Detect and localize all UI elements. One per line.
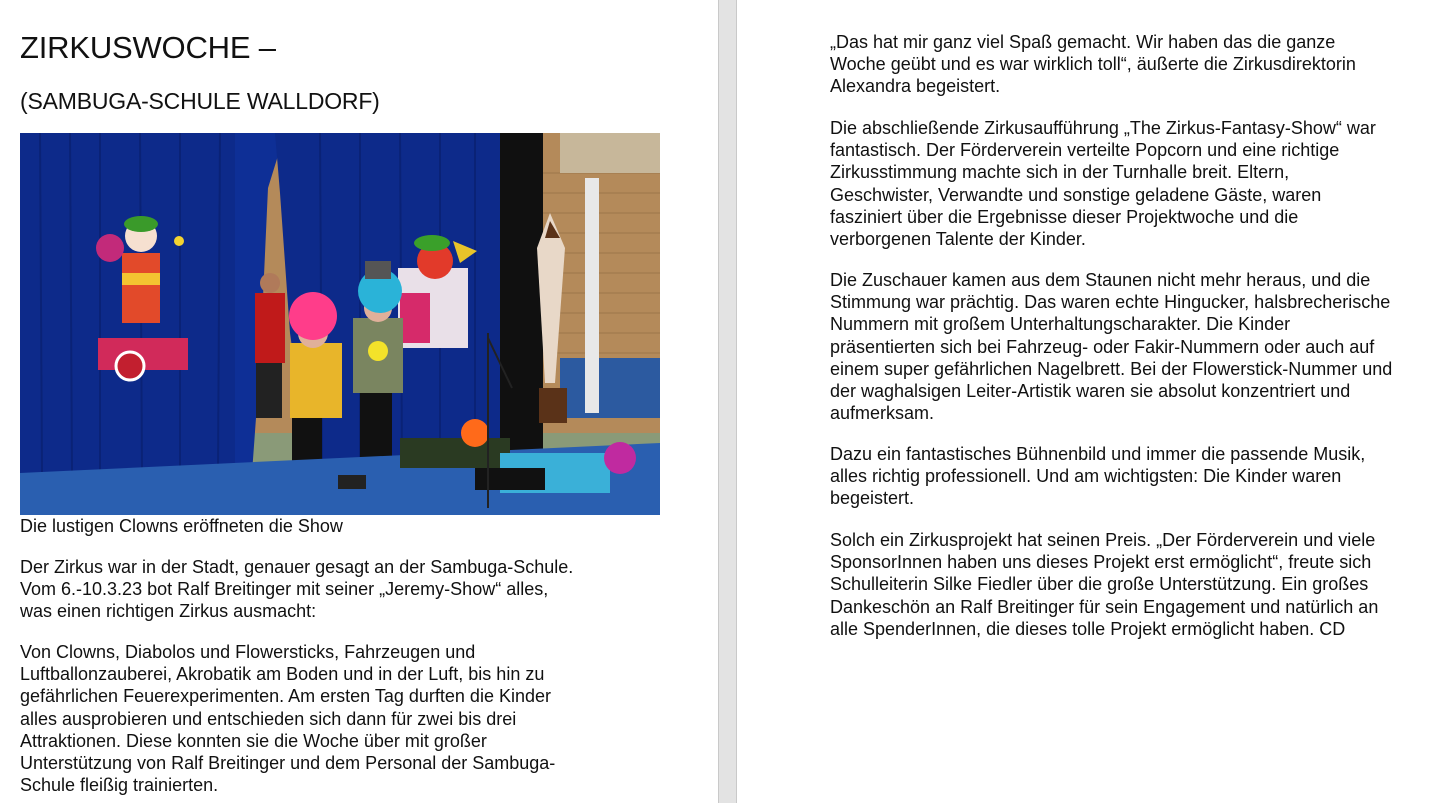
text-line: „Das hat mir ganz viel Spaß gemacht. Wir haben das die ganze — [830, 32, 1336, 52]
paragraph-stage — [830, 443, 1440, 510]
text-line: Die Zuschauer kamen aus dem Staunen nicht mehr heraus, und die — [830, 270, 1371, 290]
text-line: Unterstützung von Ralf Breitinger und dem Personal der Sambuga- — [20, 753, 556, 774]
text-line: begeistert. — [830, 488, 915, 509]
paragraph-audience — [830, 269, 1440, 424]
paragraph-thanks — [830, 529, 1440, 640]
text-line: Der Zirkus war in der Stadt, genauer gesagt an der Sambuga-Schule. — [20, 557, 574, 577]
text-line: fantastisch. Der Förderverein verteilte Popcorn und eine richtige — [830, 140, 1340, 161]
page-separator — [718, 0, 737, 803]
text-line: aufmerksam. — [830, 403, 935, 424]
paragraph-activities — [20, 641, 640, 796]
page-left — [0, 0, 718, 803]
text-line: Attraktionen. Diese konnten sie die Woche über mit großer — [20, 730, 487, 751]
text-line: alles ausprobieren und entschieden sich dann für zwei bis drei — [20, 708, 517, 729]
text-line: Schulleiterin Silke Fiedler über die große Unterstützung. Ein großes — [830, 574, 1369, 595]
text-line: präsentierten sich bei Fahrzeug- oder Fakir-Nummern oder auch auf — [830, 336, 1375, 357]
paragraph-intro — [20, 556, 640, 623]
text-line: Geschwister, Verwandte und sonstige geladene Gäste, waren — [830, 184, 1322, 205]
text-line: gefährlichen Feuerexperimenten. Am ersten Tag durften die Kinder — [20, 686, 551, 707]
text-line: Vom 6.-10.3.23 bot Ralf Breitinger mit seiner „Jeremy-Show“ alles, — [20, 579, 549, 600]
text-line: Schule fleißig trainierten. — [20, 775, 219, 796]
text-line: Woche geübt und es war wirklich toll“, äußerte die Zirkusdirektorin — [830, 54, 1356, 75]
article-subtitle: (SAMBUGA-SCHULE WALLDORF) — [20, 88, 380, 114]
text-line: alles richtig professionell. Und am wichtigsten: Die Kinder waren — [830, 466, 1342, 487]
text-line: Alexandra begeistert. — [830, 76, 1001, 97]
photo-caption: Die lustigen Clowns eröffneten die Show — [20, 516, 343, 536]
text-line: Zirkusstimmung machte sich in der Turnhalle breit. Eltern, — [830, 162, 1290, 183]
text-line: Dazu ein fantastisches Bühnenbild und immer die passende Musik, — [830, 444, 1366, 464]
text-line: Nummern mit großem Unterhaltungscharakter. Die Kinder — [830, 314, 1291, 335]
text-line: der waghalsigen Leiter-Artistik waren sie absolut konzentriert und — [830, 381, 1351, 402]
text-line: Stimmung war prächtig. Das waren echte Hingucker, halsbrecherische — [830, 292, 1391, 313]
paragraph-quote-director — [830, 31, 1440, 98]
text-line: Solch ein Zirkusprojekt hat seinen Preis. „Der Förderverein und viele — [830, 530, 1376, 550]
text-line: SponsorInnen haben uns dieses Projekt erst ermöglicht“, freute sich — [830, 552, 1372, 573]
text-line: Von Clowns, Diabolos und Flowersticks, Fahrzeugen und — [20, 642, 476, 662]
text-line: fasziniert über die Ergebnisse dieser Projektwoche und die — [830, 206, 1299, 227]
text-line: was einen richtigen Zirkus ausmacht: — [20, 601, 317, 622]
page-right — [737, 0, 1445, 803]
text-line: Luftballonzauberei, Akrobatik am Boden und in der Luft, bis hin zu — [20, 664, 545, 685]
text-line: einem super gefährlichen Nagelbrett. Bei der Flowerstick-Nummer und — [830, 358, 1393, 379]
paragraph-show — [830, 117, 1440, 250]
article-title: ZIRKUSWOCHE – — [20, 30, 276, 65]
text-line: Dankeschön an Ralf Breitinger für sein Engagement und natürlich an — [830, 596, 1379, 617]
text-line: alle SpenderInnen, die dieses tolle Projekt ermöglicht haben. CD — [830, 618, 1346, 639]
text-line: Die abschließende Zirkusaufführung „The Zirkus-Fantasy-Show“ war — [830, 118, 1376, 138]
text-line: verborgenen Talente der Kinder. — [830, 229, 1086, 250]
clowns-photo — [20, 133, 660, 515]
